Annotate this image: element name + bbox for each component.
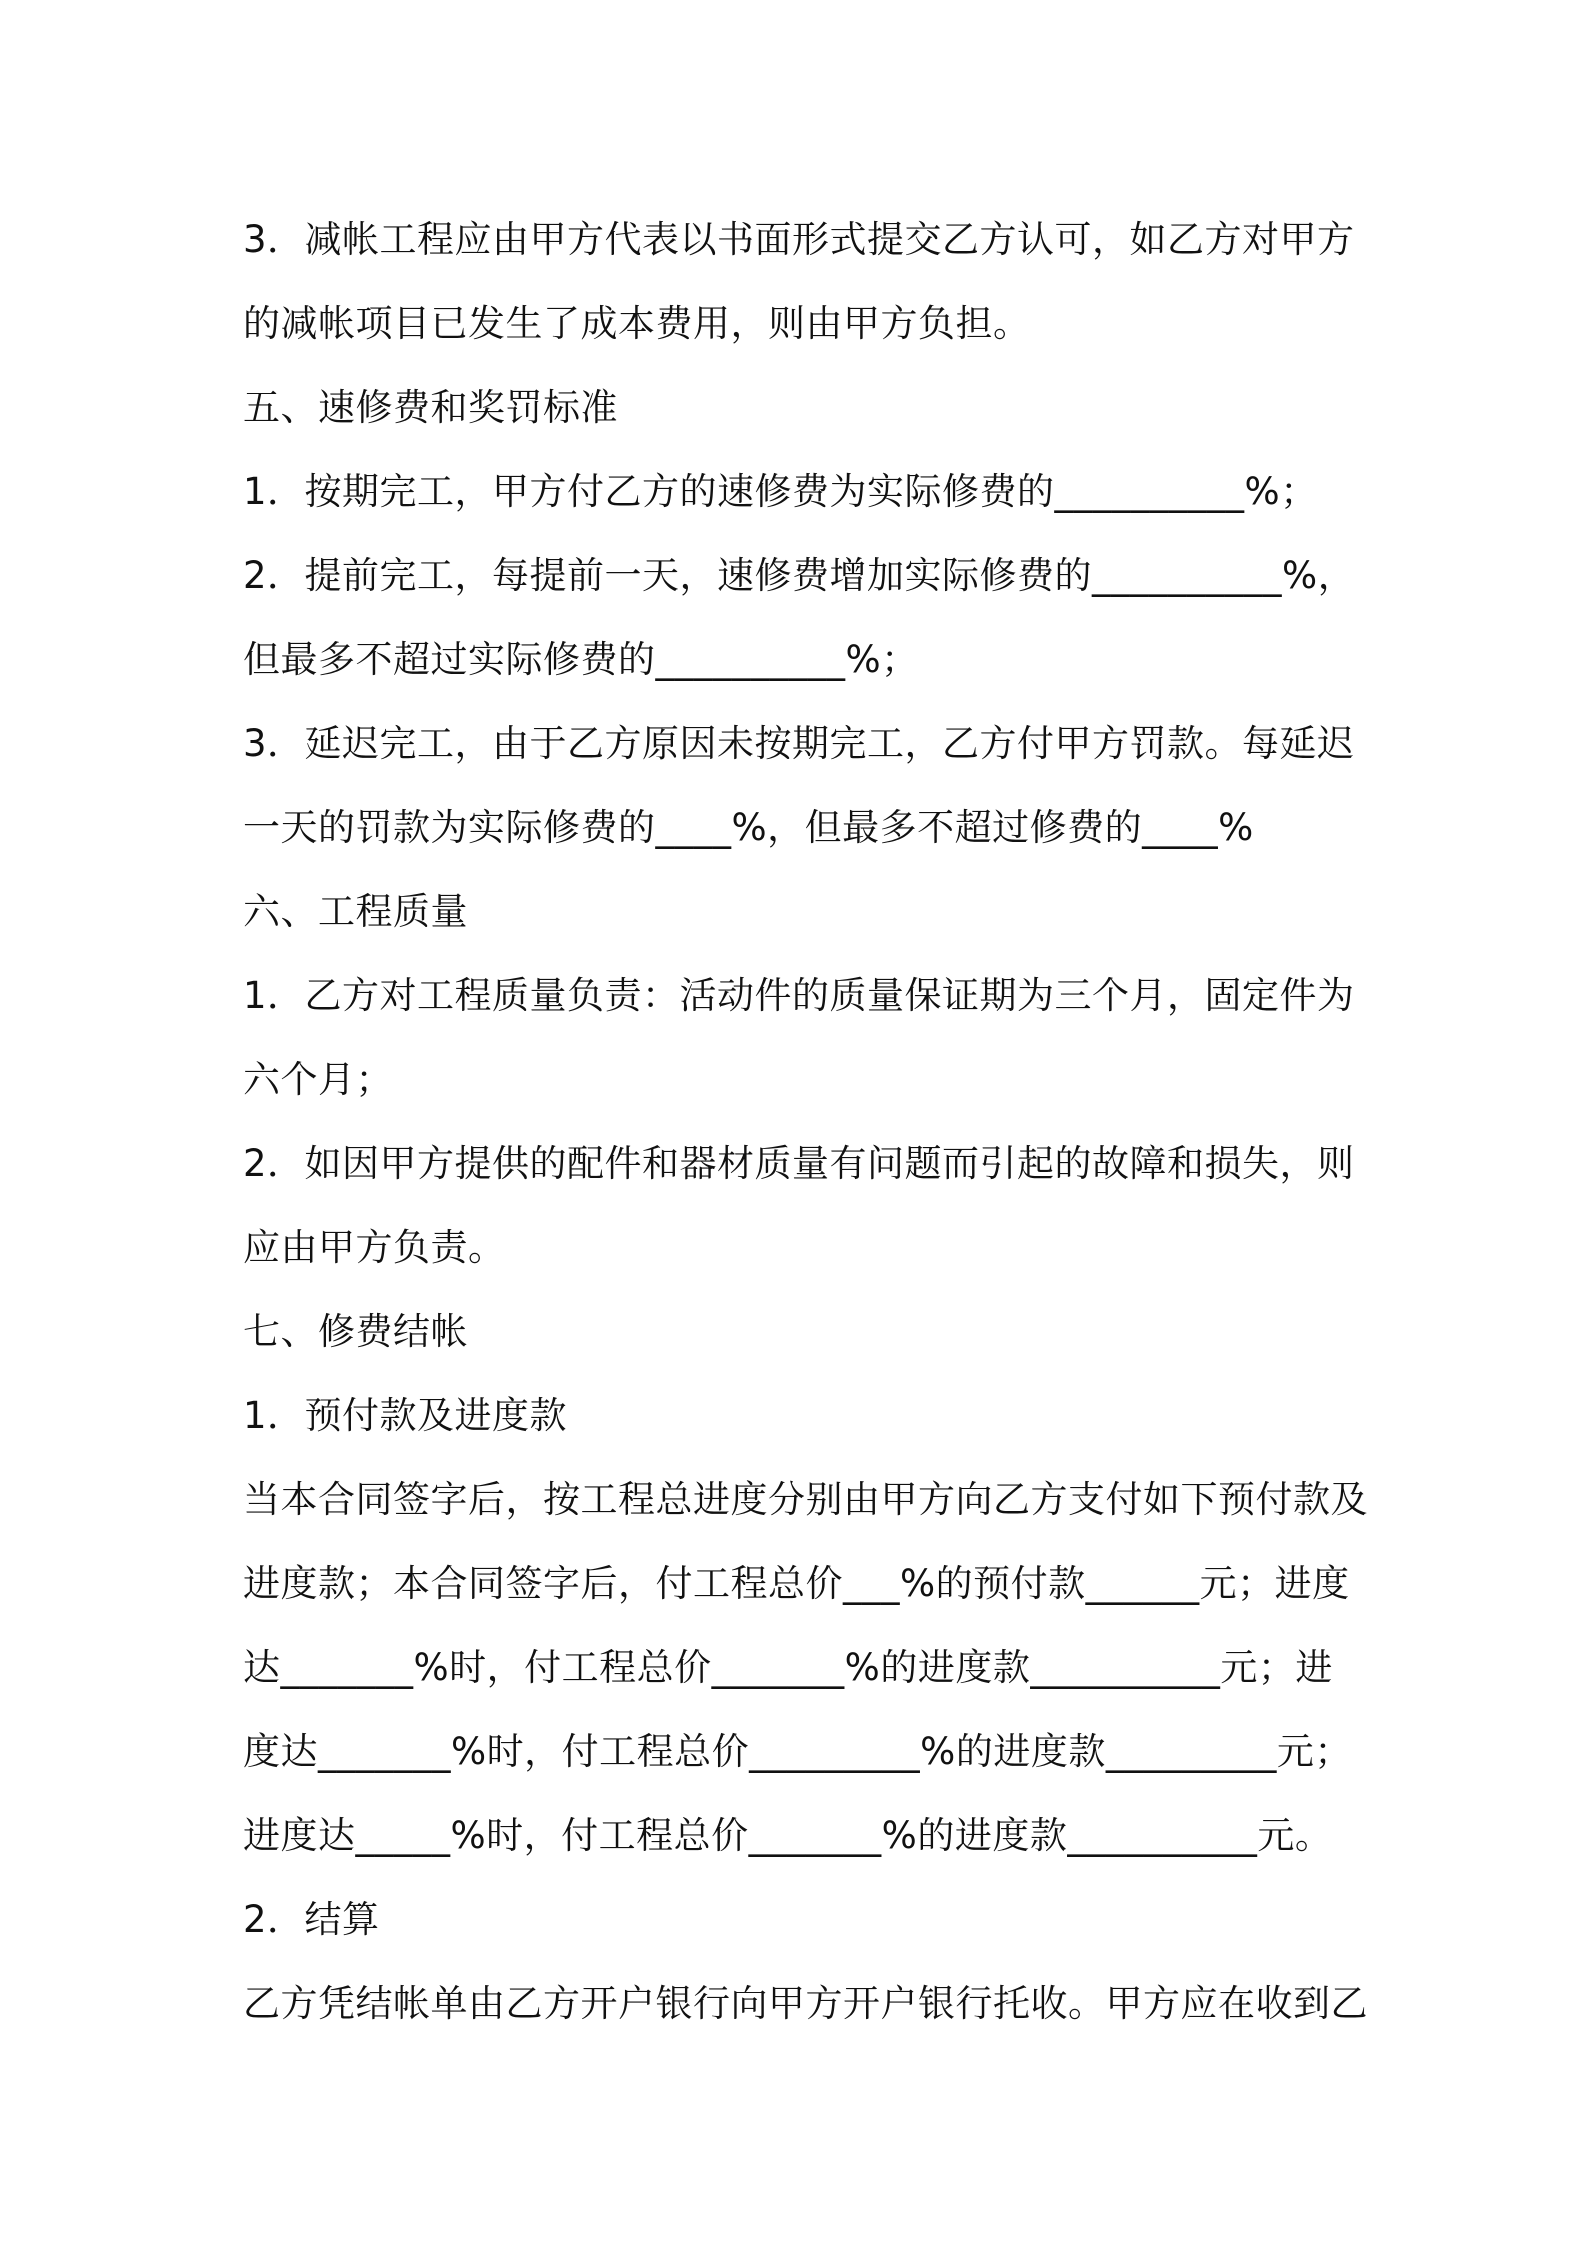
section-heading: 六、工程质量 [243,890,468,933]
text-line: 乙方凭结帐单由乙方开户银行向甲方开户银行托收。甲方应在收到乙 [243,1982,1368,2025]
text-line: 2．如因甲方提供的配件和器材质量有问题而引起的故障和损失，则 [243,1142,1355,1185]
text-line: 3．延迟完工，由于乙方原因未按期完工，乙方付甲方罚款。每延迟 [243,722,1355,765]
text-line: 1．按期完工，甲方付乙方的速修费为实际修费的__________%； [243,470,1318,513]
text-line: 进度款；本合同签字后，付工程总价___%的预付款______元；进度 [243,1562,1350,1605]
document-body [243,198,1368,2046]
section-heading: 五、速修费和奖罚标准 [243,386,618,429]
text-line: 进度达_____%时，付工程总价_______%的进度款__________元。 [243,1814,1333,1857]
subsection-heading: 2．结算 [243,1898,380,1941]
text-line: 六个月； [243,1058,393,1101]
text-line: 的减帐项目已发生了成本费用，则由甲方负担。 [243,302,1031,345]
section-heading: 七、修费结帐 [243,1310,468,1353]
text-line: 一天的罚款为实际修费的____%，但最多不超过修费的____% [243,806,1254,849]
text-line: 2．提前完工，每提前一天，速修费增加实际修费的__________%， [243,554,1356,597]
text-line: 但最多不超过实际修费的__________%； [243,638,919,681]
text-line: 当本合同签字后，按工程总进度分别由甲方向乙方支付如下预付款及 [243,1478,1368,1521]
text-line: 1．乙方对工程质量负责：活动件的质量保证期为三个月，固定件为 [243,974,1355,1017]
text-line: 度达_______%时，付工程总价_________%的进度款_________元； [243,1730,1352,1773]
text-line: 达_______%时，付工程总价_______%的进度款__________元；进 [243,1646,1333,1689]
subsection-heading: 1．预付款及进度款 [243,1394,568,1437]
text-line: 3．减帐工程应由甲方代表以书面形式提交乙方认可，如乙方对甲方 [243,218,1355,261]
text-line: 应由甲方负责。 [243,1226,506,1269]
